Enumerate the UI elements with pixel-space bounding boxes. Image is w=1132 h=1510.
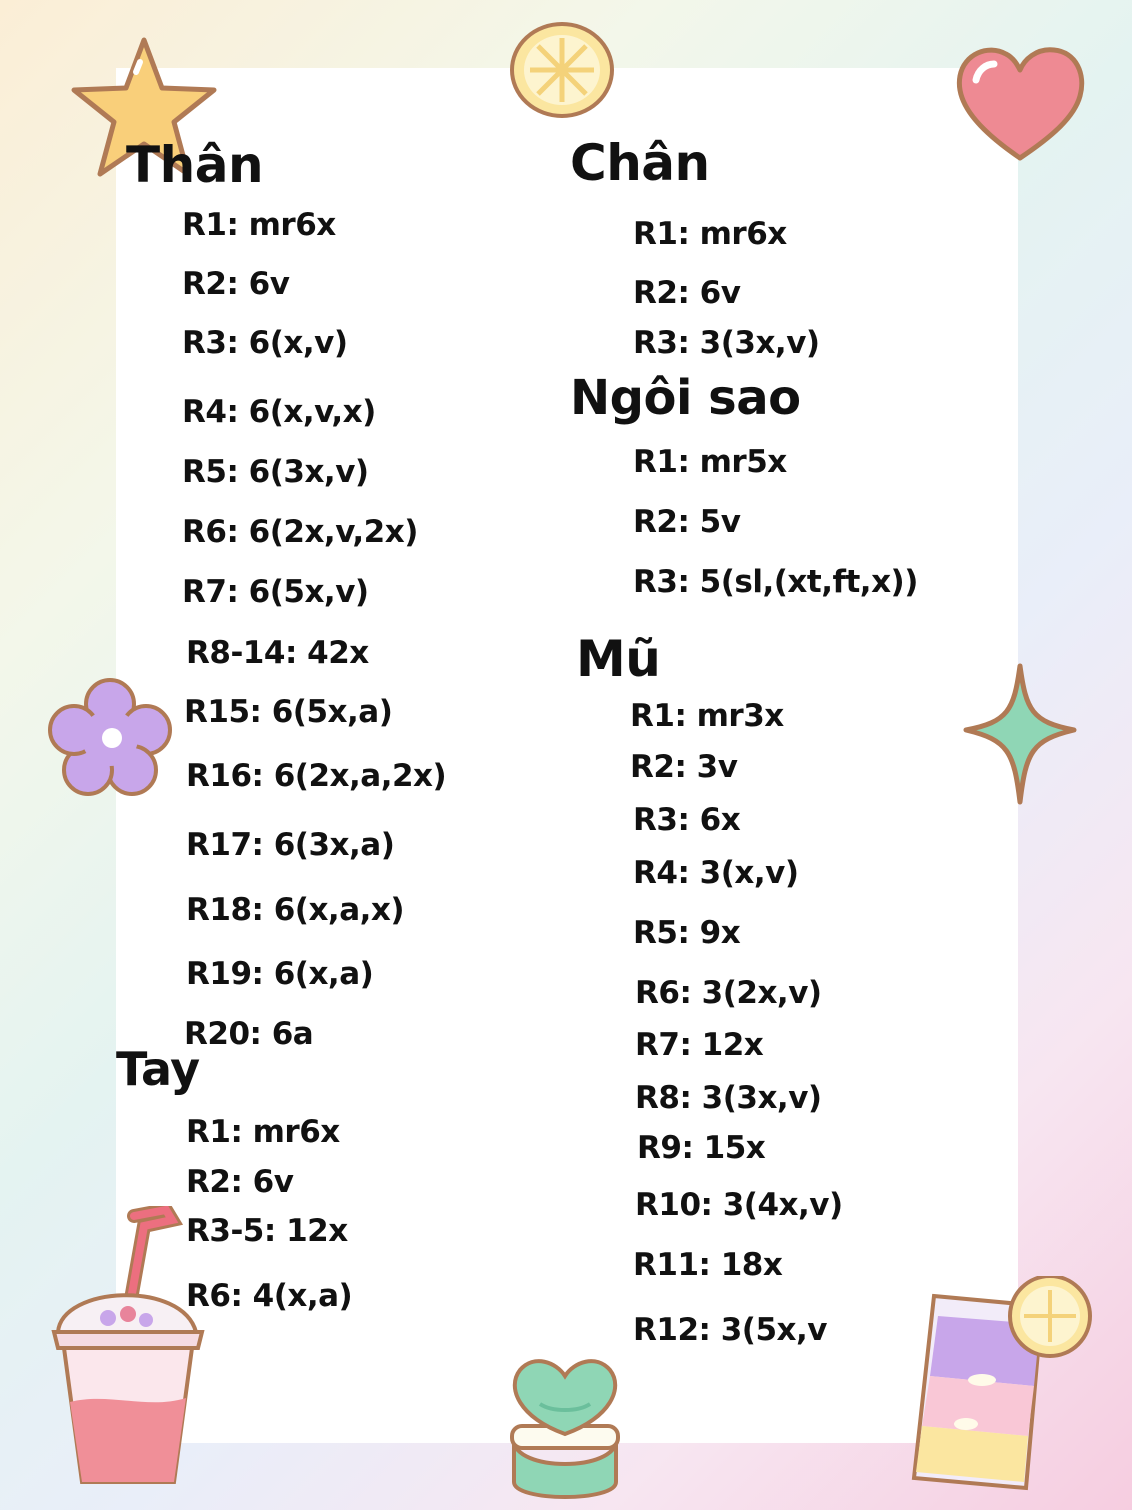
ngoi-sao-row-3: R3: 5(sl,(xt,ft,x)): [633, 564, 918, 600]
than-row-11: R17: 6(3x,a): [186, 827, 395, 863]
mu-row-11: R11: 18x: [633, 1247, 783, 1283]
sparkle-icon: [960, 660, 1080, 808]
section-title-tay: Tay: [116, 1042, 200, 1096]
chan-row-3: R3: 3(3x,v): [633, 325, 820, 361]
heart-icon: [950, 40, 1090, 164]
section-title-than: Thân: [126, 136, 264, 194]
macaron-sticker: [500, 1352, 630, 1502]
than-row-9: R15: 6(5x,a): [184, 694, 393, 730]
bubble-tea-sticker: [48, 1206, 208, 1490]
mu-row-1: R1: mr3x: [630, 698, 784, 734]
than-row-5: R5: 6(3x,v): [182, 454, 369, 490]
than-row-12: R18: 6(x,a,x): [186, 892, 405, 928]
macaron-icon: [500, 1352, 630, 1502]
ngoi-sao-row-2: R2: 5v: [633, 504, 741, 540]
lemonade-glass-sticker: [900, 1276, 1100, 1498]
mu-row-10: R10: 3(4x,v): [635, 1187, 843, 1223]
lemon-slice-sticker: [508, 20, 616, 120]
mu-row-3: R3: 6x: [633, 802, 741, 838]
than-row-14: R20: 6a: [184, 1016, 314, 1052]
mu-row-4: R4: 3(x,v): [633, 855, 799, 891]
sparkle-sticker: [960, 660, 1080, 808]
mu-row-8: R8: 3(3x,v): [635, 1080, 822, 1116]
than-row-3: R3: 6(x,v): [182, 325, 348, 361]
chan-row-1: R1: mr6x: [633, 216, 787, 252]
tay-row-4: R6: 4(x,a): [186, 1278, 353, 1314]
ngoi-sao-row-1: R1: mr5x: [633, 444, 787, 480]
lemon-icon: [508, 20, 616, 120]
mu-row-6: R6: 3(2x,v): [635, 975, 822, 1011]
than-row-2: R2: 6v: [182, 266, 290, 302]
heart-sticker: [950, 40, 1090, 164]
mu-row-2: R2: 3v: [630, 749, 738, 785]
than-row-1: R1: mr6x: [182, 207, 336, 243]
section-title-chan: Chân: [570, 134, 710, 192]
flower-sticker: [48, 676, 172, 796]
tay-row-3: R3-5: 12x: [186, 1213, 348, 1249]
than-row-8: R8-14: 42x: [186, 635, 369, 671]
than-row-6: R6: 6(2x,v,2x): [182, 514, 418, 550]
section-title-ngoi-sao: Ngôi sao: [570, 370, 801, 426]
section-title-mu: Mũ: [576, 630, 661, 688]
than-row-10: R16: 6(2x,a,2x): [186, 758, 447, 794]
mu-row-5: R5: 9x: [633, 915, 741, 951]
tay-row-1: R1: mr6x: [186, 1114, 340, 1150]
than-row-7: R7: 6(5x,v): [182, 574, 369, 610]
flower-icon: [48, 676, 172, 796]
chan-row-2: R2: 6v: [633, 275, 741, 311]
glass-icon: [900, 1276, 1100, 1498]
mu-row-12: R12: 3(5x,v: [633, 1312, 827, 1348]
than-row-4: R4: 6(x,v,x): [182, 394, 376, 430]
than-row-13: R19: 6(x,a): [186, 956, 374, 992]
tay-row-2: R2: 6v: [186, 1164, 294, 1200]
mu-row-9: R9: 15x: [637, 1130, 766, 1166]
drink-icon: [48, 1206, 208, 1490]
mu-row-7: R7: 12x: [635, 1027, 764, 1063]
